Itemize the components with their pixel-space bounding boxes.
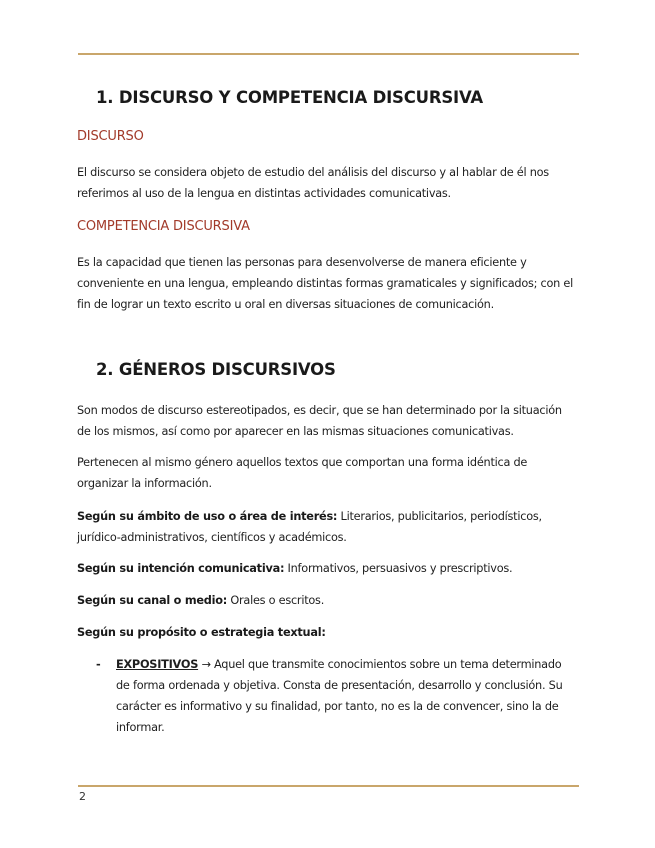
- paragraph-competencia: Es la capacidad que tienen las personas para desenvolverse de manera eficiente y conveniente en una lengua, empleando distintas formas gramaticales y significados; con el fin de lograr un texto escrito u oral en diversas situaciones de comunicación.: [77, 256, 574, 311]
- criterion-label: Según su intención comunicativa:: [77, 562, 285, 575]
- paragraph-discurso: El discurso se considera objeto de estudio del análisis del discurso y al hablar de él nos referimos al uso de la lengua en distintas actividades comunicativas.: [77, 166, 549, 200]
- criterion-ambito: [77, 506, 577, 548]
- subheading-competencia-discursiva: COMPETENCIA DISCURSIVA: [77, 219, 250, 234]
- header-rule: [78, 53, 579, 55]
- criterion-intencion: [77, 558, 577, 579]
- term-expositivos: EXPOSITIVOS: [116, 658, 199, 671]
- footer-rule: [78, 785, 579, 787]
- criterion-label: Según su canal o medio:: [77, 594, 228, 607]
- list-item-expositivos: [96, 654, 576, 738]
- criterion-text: Informativos, persuasivos y prescriptivos.: [284, 562, 513, 575]
- arrow-icon: →: [201, 658, 211, 671]
- subheading-discurso: DISCURSO: [77, 129, 144, 144]
- bullet-dash: -: [96, 658, 101, 671]
- list-item-body: [116, 654, 576, 738]
- page-number: 2: [79, 790, 86, 803]
- paragraph-generos-1: Son modos de discurso estereotipados, es decir, que se han determinado por la situación de los mismos, así como por aparecer en las mismas situaciones comunicativas.: [77, 404, 562, 438]
- criterion-label: Según su ámbito de uso o área de interés:: [77, 510, 338, 523]
- criterion-text: Literarios, publicitarios, periodísticos, jurídico-administrativos, científicos y académicos.: [77, 510, 542, 544]
- list-item-text: Aquel que transmite conocimientos sobre un tema determinado de forma ordenada y objetiva. Consta de presentación, desarrollo y conclusión. Su carácter es informativo y su finalidad, por tanto, no es la de convencer, sino la de informar.: [116, 658, 563, 734]
- paragraph-generos-2: Pertenecen al mismo género aquellos textos que comportan una forma idéntica de organizar la información.: [77, 456, 528, 490]
- criterion-proposito: [77, 622, 577, 643]
- criterion-label: Según su propósito o estrategia textual:: [77, 626, 326, 639]
- criterion-text: Orales o escritos.: [227, 594, 325, 607]
- section-2-title: 2. GÉNEROS DISCURSIVOS: [96, 360, 336, 379]
- criterion-canal: [77, 590, 577, 611]
- section-1-title: 1. DISCURSO Y COMPETENCIA DISCURSIVA: [96, 88, 483, 107]
